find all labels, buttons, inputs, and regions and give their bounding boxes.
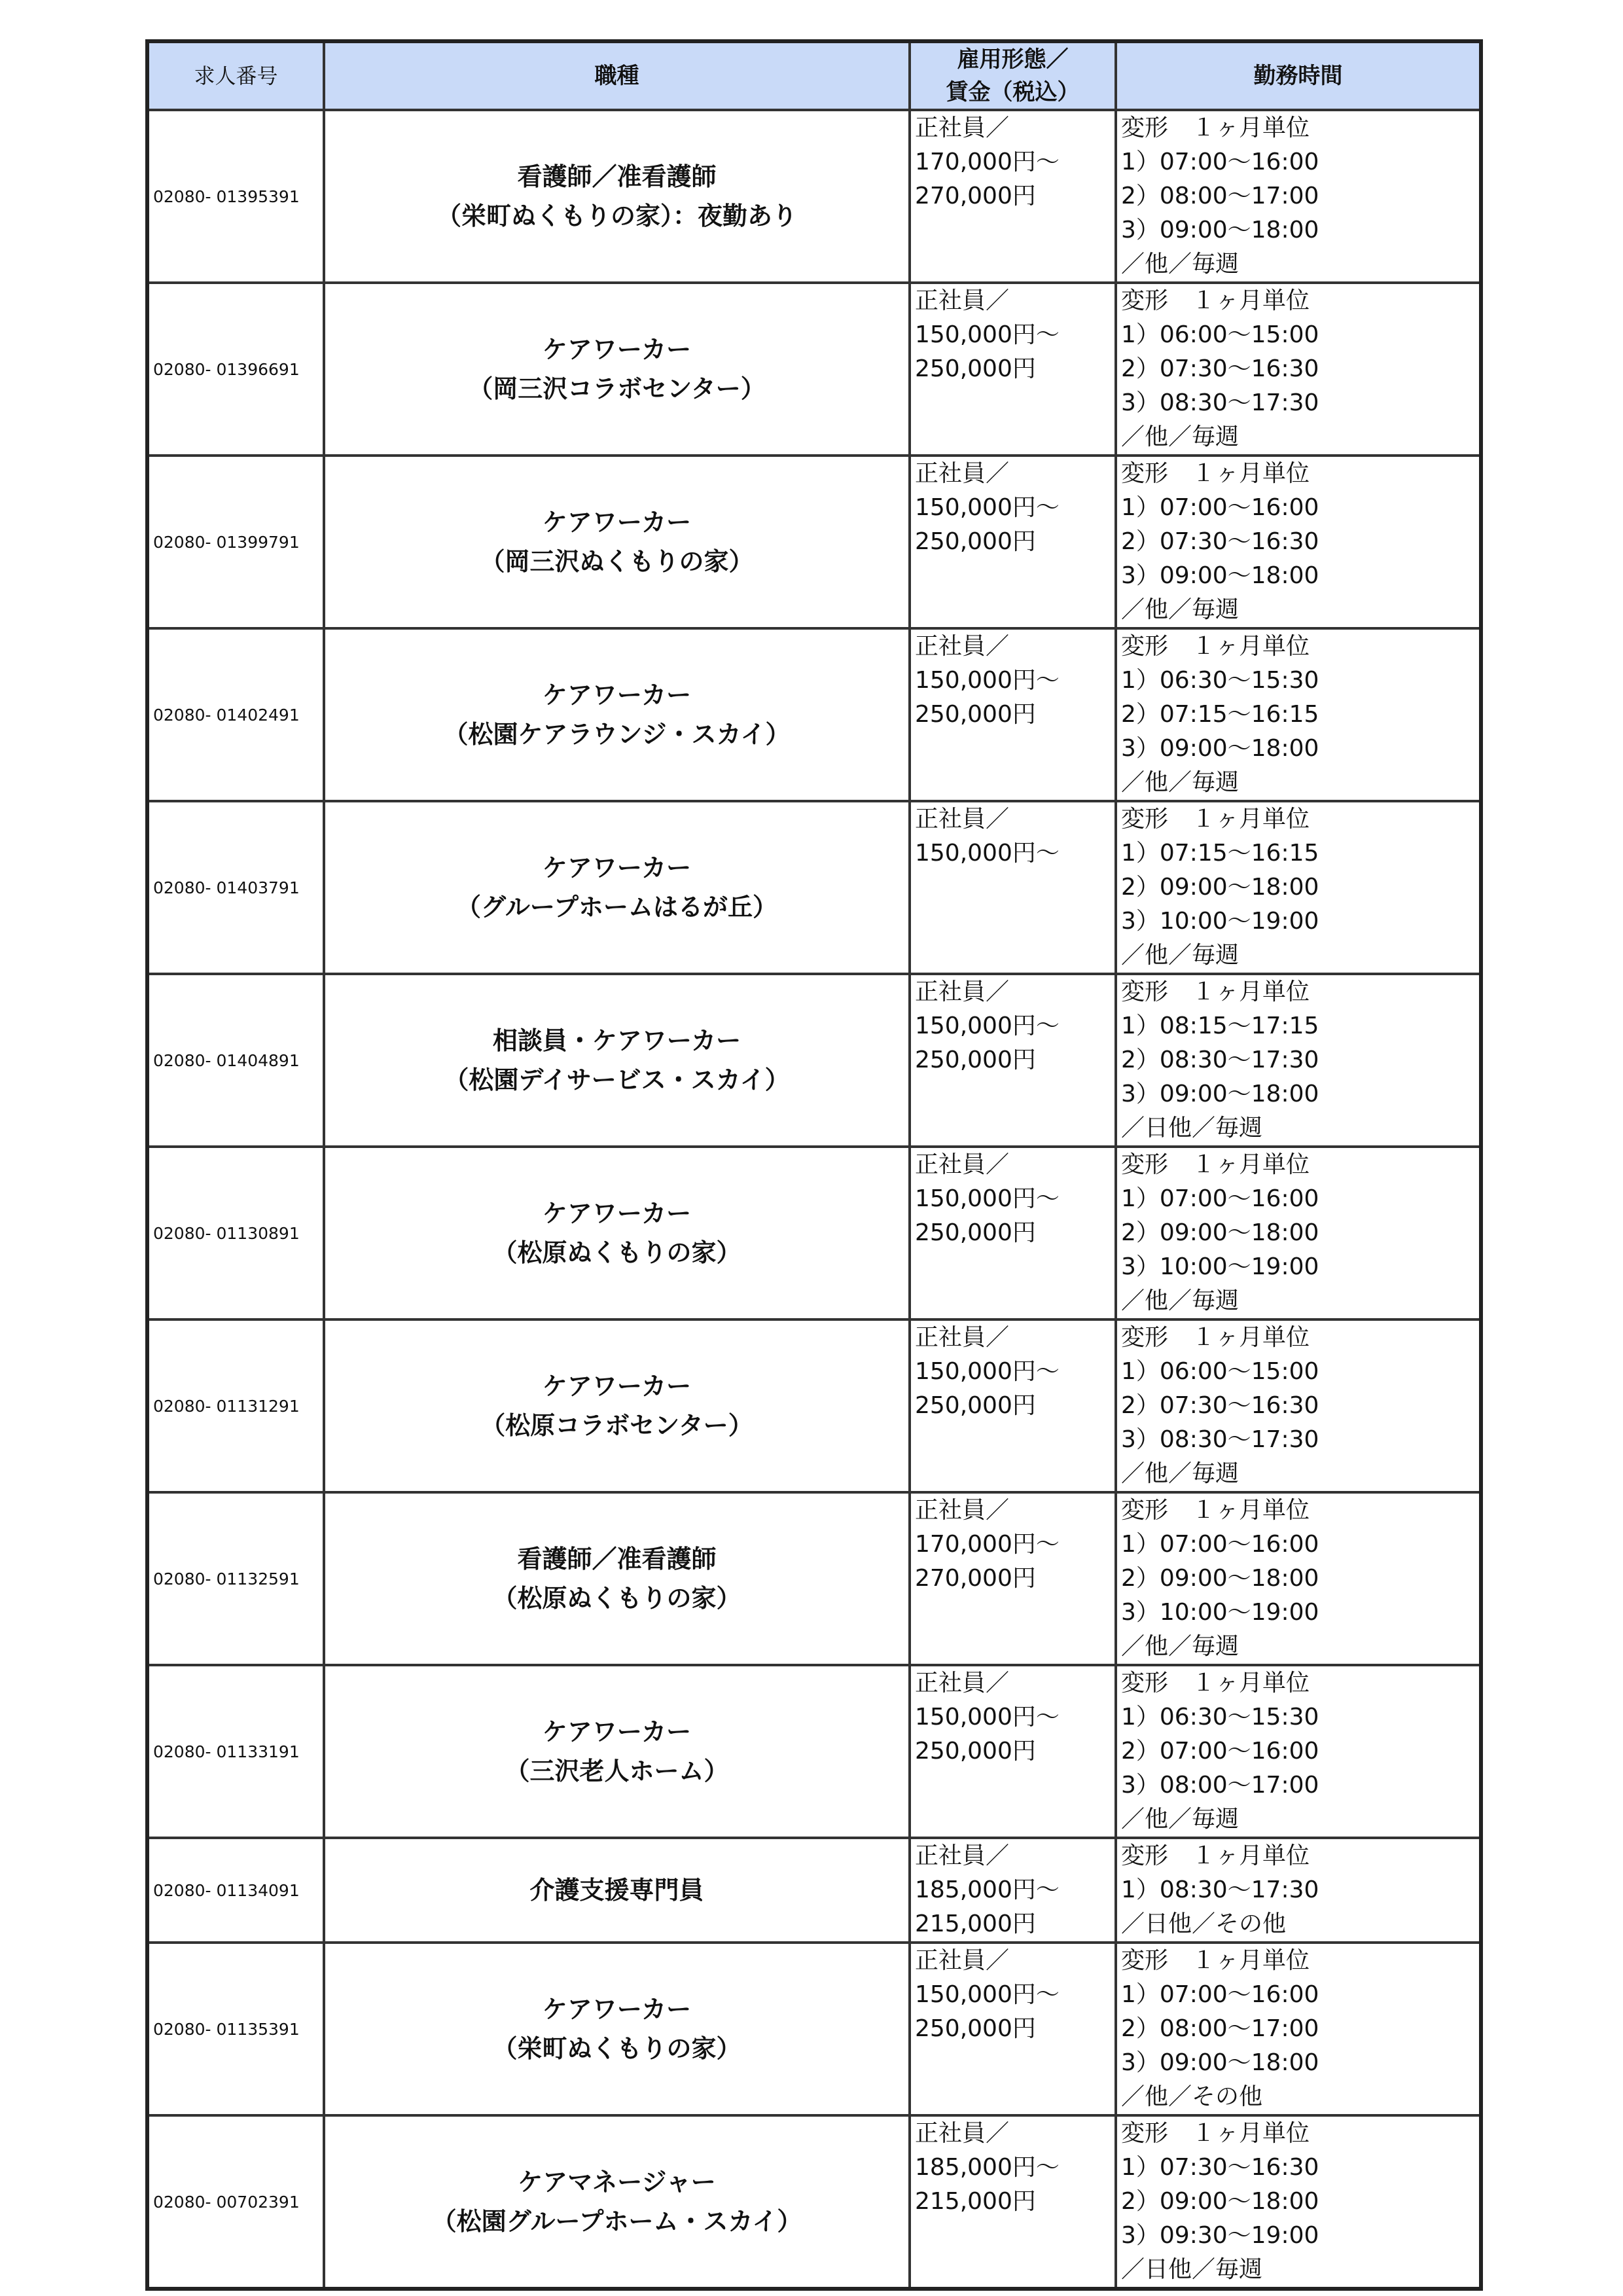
work-hours-line: 変形 １ヶ月単位: [1121, 1497, 1310, 1524]
employment-wage-line: 正社員／: [915, 115, 1010, 141]
work-hours-line: ／他／毎週: [1121, 1806, 1240, 1833]
employment-wage-line: 170,000円～: [915, 1531, 1060, 1558]
job-title-line: （グループホームはるが丘）: [456, 893, 777, 922]
employment-wage-line: 150,000円～: [915, 1358, 1060, 1385]
employment-wage-line: 正社員／: [915, 1497, 1010, 1524]
job-title-line: （松原コラボセンター）: [480, 1411, 753, 1440]
employment-wage-line: 正社員／: [915, 1670, 1010, 1696]
employment-wage: [910, 628, 1116, 801]
job-title-line: （松園デイサービス・スカイ）: [444, 1066, 790, 1094]
work-hours-line: 2）09:00～18:00: [1121, 1565, 1319, 1592]
work-hours-line: ／日他／その他: [1121, 1910, 1287, 1937]
work-hours-line: 1）08:30～17:30: [1121, 1876, 1319, 1903]
work-hours: [1116, 1147, 1481, 1319]
employment-wage-line: 150,000円～: [915, 494, 1060, 521]
work-hours-line: 変形 １ヶ月単位: [1121, 978, 1310, 1005]
work-hours-line: 変形 １ヶ月単位: [1121, 115, 1310, 141]
work-hours-line: 変形 １ヶ月単位: [1121, 460, 1310, 487]
employment-wage-line: 正社員／: [915, 287, 1010, 314]
work-hours-line: 2）09:00～18:00: [1121, 874, 1319, 901]
header-job-title: 職種: [324, 41, 910, 110]
job-title: [324, 1492, 910, 1665]
job-number: 02080- 01131291: [147, 1319, 324, 1492]
job-title-line: 相談員・ケアワーカー: [492, 1026, 741, 1055]
job-title: [324, 801, 910, 974]
work-hours-line: ／他／毎週: [1121, 1460, 1240, 1487]
work-hours-line: 1）07:15～16:15: [1121, 840, 1319, 867]
work-hours-line: 2）07:00～16:00: [1121, 1738, 1319, 1765]
work-hours-line: 1）08:15～17:15: [1121, 1013, 1319, 1039]
work-hours-line: ／日他／毎週: [1121, 2256, 1263, 2283]
job-number: 02080- 01132591: [147, 1492, 324, 1665]
employment-wage: [910, 456, 1116, 628]
employment-wage-line: 270,000円: [915, 183, 1036, 209]
job-title: [324, 2115, 910, 2289]
employment-wage-line: 250,000円: [915, 528, 1036, 555]
employment-wage-line: 185,000円～: [915, 1876, 1060, 1903]
job-title: [324, 1147, 910, 1319]
table-row: [147, 110, 1481, 283]
work-hours: [1116, 974, 1481, 1147]
job-title: [324, 1943, 910, 2115]
work-hours: [1116, 801, 1481, 974]
table-row: [147, 801, 1481, 974]
work-hours-line: 3）10:00～19:00: [1121, 1599, 1319, 1626]
job-number: 02080- 01133191: [147, 1665, 324, 1838]
work-hours-line: 2）09:00～18:00: [1121, 1219, 1319, 1246]
table-row: [147, 1147, 1481, 1319]
work-hours-line: 1）07:30～16:30: [1121, 2154, 1319, 2181]
work-hours-line: 3）10:00～19:00: [1121, 1253, 1319, 1280]
work-hours-line: 1）07:00～16:00: [1121, 1981, 1319, 2008]
work-hours-line: ／他／毎週: [1121, 942, 1240, 969]
employment-wage-line: 215,000円: [915, 1910, 1036, 1937]
job-title-line: （松園グループホーム・スカイ）: [431, 2207, 802, 2236]
job-title: [324, 1838, 910, 1943]
work-hours-line: 3）10:00～19:00: [1121, 908, 1319, 935]
work-hours-line: 2）07:15～16:15: [1121, 701, 1319, 728]
work-hours-line: 2）07:30～16:30: [1121, 355, 1319, 382]
job-title-line: ケアワーカー: [542, 335, 692, 364]
work-hours-line: ／他／毎週: [1121, 1633, 1240, 1660]
employment-wage-line: 正社員／: [915, 460, 1010, 487]
job-title-line: （松原ぬくもりの家）: [492, 1238, 741, 1267]
job-title-line: （岡三沢ぬくもりの家）: [480, 547, 754, 576]
work-hours-line: 2）07:30～16:30: [1121, 528, 1319, 555]
work-hours-line: 2）08:00～17:00: [1121, 2015, 1319, 2042]
work-hours-line: 1）06:00～15:00: [1121, 1358, 1319, 1385]
job-number: 02080- 01396691: [147, 283, 324, 456]
job-title: [324, 283, 910, 456]
employment-wage-line: 正社員／: [915, 978, 1010, 1005]
job-title-line: ケアワーカー: [542, 1717, 692, 1746]
work-hours: [1116, 1943, 1481, 2115]
work-hours-line: 1）07:00～16:00: [1121, 149, 1319, 175]
job-title-line: （岡三沢コラボセンター）: [468, 374, 766, 403]
employment-wage: [910, 974, 1116, 1147]
work-hours-line: 1）07:00～16:00: [1121, 1185, 1319, 1212]
employment-wage-line: 270,000円: [915, 1565, 1036, 1592]
work-hours-line: 1）06:30～15:30: [1121, 667, 1319, 694]
employment-wage-line: 正社員／: [915, 1842, 1010, 1869]
work-hours-line: 2）09:00～18:00: [1121, 2188, 1319, 2215]
job-number: 02080- 00702391: [147, 2115, 324, 2289]
work-hours-line: 変形 １ヶ月単位: [1121, 1947, 1310, 1974]
employment-wage: [910, 1492, 1116, 1665]
header-employment-wage: [910, 41, 1116, 110]
work-hours-line: ／他／毎週: [1121, 251, 1240, 278]
employment-wage: [910, 801, 1116, 974]
job-title-line: （松園ケアラウンジ・スカイ）: [443, 720, 791, 749]
work-hours-line: 3）09:00～18:00: [1121, 735, 1319, 762]
employment-wage-line: 正社員／: [915, 806, 1010, 833]
header-job-number: 求人番号: [147, 41, 324, 110]
employment-wage: [910, 2115, 1116, 2289]
work-hours-line: ／他／毎週: [1121, 596, 1240, 623]
employment-wage-line: 215,000円: [915, 2188, 1036, 2215]
table-row: [147, 2115, 1481, 2289]
work-hours-line: ／他／毎週: [1121, 769, 1240, 796]
work-hours-line: 1）06:00～15:00: [1121, 321, 1319, 348]
work-hours: [1116, 456, 1481, 628]
job-title: [324, 1319, 910, 1492]
employment-wage-line: 250,000円: [915, 1219, 1036, 1246]
job-number: 02080- 01135391: [147, 1943, 324, 2115]
employment-wage-line: 250,000円: [915, 1047, 1036, 1073]
job-number: 02080- 01134091: [147, 1838, 324, 1943]
header-work-hours: 勤務時間: [1116, 41, 1481, 110]
employment-wage-line: 170,000円～: [915, 149, 1060, 175]
job-title-line: ケアワーカー: [542, 681, 692, 709]
work-hours-line: 変形 １ヶ月単位: [1121, 1324, 1310, 1351]
work-hours-line: 変形 １ヶ月単位: [1121, 806, 1310, 833]
work-hours-line: 3）08:30～17:30: [1121, 389, 1319, 416]
work-hours-line: 1）07:00～16:00: [1121, 494, 1319, 521]
employment-wage-line: 150,000円～: [915, 1185, 1060, 1212]
employment-wage-line: 正社員／: [915, 633, 1010, 660]
work-hours-line: 変形 １ヶ月単位: [1121, 287, 1310, 314]
work-hours-line: ／日他／毎週: [1121, 1115, 1263, 1141]
work-hours-line: ／他／その他: [1121, 2083, 1263, 2110]
job-title-line: ケアワーカー: [542, 1199, 692, 1228]
employment-wage-line: 150,000円～: [915, 1013, 1060, 1039]
employment-wage-line: 正社員／: [915, 1151, 1010, 1178]
job-title: [324, 974, 910, 1147]
employment-wage-line: 150,000円～: [915, 667, 1060, 694]
job-number: 02080- 01395391: [147, 110, 324, 283]
header-row: [147, 41, 1481, 110]
table-row: [147, 283, 1481, 456]
work-hours-line: 2）07:30～16:30: [1121, 1392, 1319, 1419]
employment-wage-line: 250,000円: [915, 1392, 1036, 1419]
work-hours: [1116, 283, 1481, 456]
table-row: [147, 628, 1481, 801]
job-number: 02080- 01403791: [147, 801, 324, 974]
work-hours-line: 変形 １ヶ月単位: [1121, 1670, 1310, 1696]
employment-wage-line: 150,000円～: [915, 1704, 1060, 1731]
job-title-line: （栄町ぬくもりの家）: [492, 2034, 741, 2063]
work-hours-line: 3）09:00～18:00: [1121, 1081, 1319, 1107]
work-hours: [1116, 110, 1481, 283]
employment-wage-line: 250,000円: [915, 1738, 1036, 1765]
work-hours: [1116, 1665, 1481, 1838]
work-hours-line: 1）07:00～16:00: [1121, 1531, 1319, 1558]
work-hours-line: 3）09:30～19:00: [1121, 2222, 1319, 2249]
employment-wage-line: 250,000円: [915, 355, 1036, 382]
job-number: 02080- 01402491: [147, 628, 324, 801]
job-title-line: 介護支援専門員: [529, 1876, 704, 1905]
work-hours: [1116, 1492, 1481, 1665]
job-listing-table: [145, 39, 1483, 2291]
employment-wage-line: 正社員／: [915, 2120, 1010, 2147]
table-row: [147, 456, 1481, 628]
work-hours-line: 3）09:00～18:00: [1121, 2049, 1319, 2076]
job-title-line: （栄町ぬくもりの家）：夜勤あり: [436, 202, 797, 230]
job-title: [324, 456, 910, 628]
work-hours: [1116, 628, 1481, 801]
job-title-line: ケアワーカー: [542, 853, 692, 882]
work-hours-line: 変形 １ヶ月単位: [1121, 633, 1310, 660]
table-row: [147, 1943, 1481, 2115]
job-number: 02080- 01399791: [147, 456, 324, 628]
employment-wage: [910, 110, 1116, 283]
table-row: [147, 1665, 1481, 1838]
work-hours-line: 3）09:00～18:00: [1121, 217, 1319, 243]
employment-wage: [910, 283, 1116, 456]
job-title-line: ケアワーカー: [542, 1372, 692, 1401]
job-title-line: ケアワーカー: [542, 508, 692, 537]
work-hours-line: 変形 １ヶ月単位: [1121, 2120, 1310, 2147]
work-hours-line: 3）08:00～17:00: [1121, 1772, 1319, 1799]
table-row: [147, 1838, 1481, 1943]
work-hours: [1116, 1319, 1481, 1492]
employment-wage-line: 正社員／: [915, 1947, 1010, 1974]
employment-wage: [910, 1665, 1116, 1838]
employment-wage-line: 250,000円: [915, 701, 1036, 728]
employment-wage: [910, 1943, 1116, 2115]
work-hours-line: 3）08:30～17:30: [1121, 1426, 1319, 1453]
job-title-line: （三沢老人ホーム）: [505, 1757, 729, 1785]
header-wage-line: 賃金（税込）: [946, 79, 1080, 105]
work-hours-line: 2）08:00～17:00: [1121, 183, 1319, 209]
job-title-line: ケアマネージャー: [518, 2168, 716, 2197]
employment-wage: [910, 1838, 1116, 1943]
job-title-line: ケアワーカー: [542, 1995, 692, 2024]
work-hours-line: 3）09:00～18:00: [1121, 562, 1319, 589]
employment-wage-line: 250,000円: [915, 2015, 1036, 2042]
work-hours-line: ／他／毎週: [1121, 1287, 1240, 1314]
work-hours: [1116, 2115, 1481, 2289]
job-title: [324, 110, 910, 283]
work-hours-line: 1）06:30～15:30: [1121, 1704, 1319, 1731]
job-number: 02080- 01130891: [147, 1147, 324, 1319]
job-title-line: 看護師／准看護師: [517, 162, 717, 191]
header-wage-line: 雇用形態／: [957, 46, 1069, 73]
work-hours: [1116, 1838, 1481, 1943]
employment-wage-line: 150,000円～: [915, 840, 1060, 867]
employment-wage-line: 150,000円～: [915, 321, 1060, 348]
job-title: [324, 1665, 910, 1838]
job-title: [324, 628, 910, 801]
work-hours-line: 2）08:30～17:30: [1121, 1047, 1319, 1073]
job-title-line: 看護師／准看護師: [517, 1545, 717, 1573]
employment-wage-line: 150,000円～: [915, 1981, 1060, 2008]
employment-wage-line: 185,000円～: [915, 2154, 1060, 2181]
job-number: 02080- 01404891: [147, 974, 324, 1147]
employment-wage: [910, 1147, 1116, 1319]
employment-wage-line: 正社員／: [915, 1324, 1010, 1351]
work-hours-line: ／他／毎週: [1121, 423, 1240, 450]
table-row: [147, 1492, 1481, 1665]
table-row: [147, 974, 1481, 1147]
job-title-line: （松原ぬくもりの家）: [492, 1584, 741, 1613]
employment-wage: [910, 1319, 1116, 1492]
work-hours-line: 変形 １ヶ月単位: [1121, 1151, 1310, 1178]
work-hours-line: 変形 １ヶ月単位: [1121, 1842, 1310, 1869]
table-row: [147, 1319, 1481, 1492]
